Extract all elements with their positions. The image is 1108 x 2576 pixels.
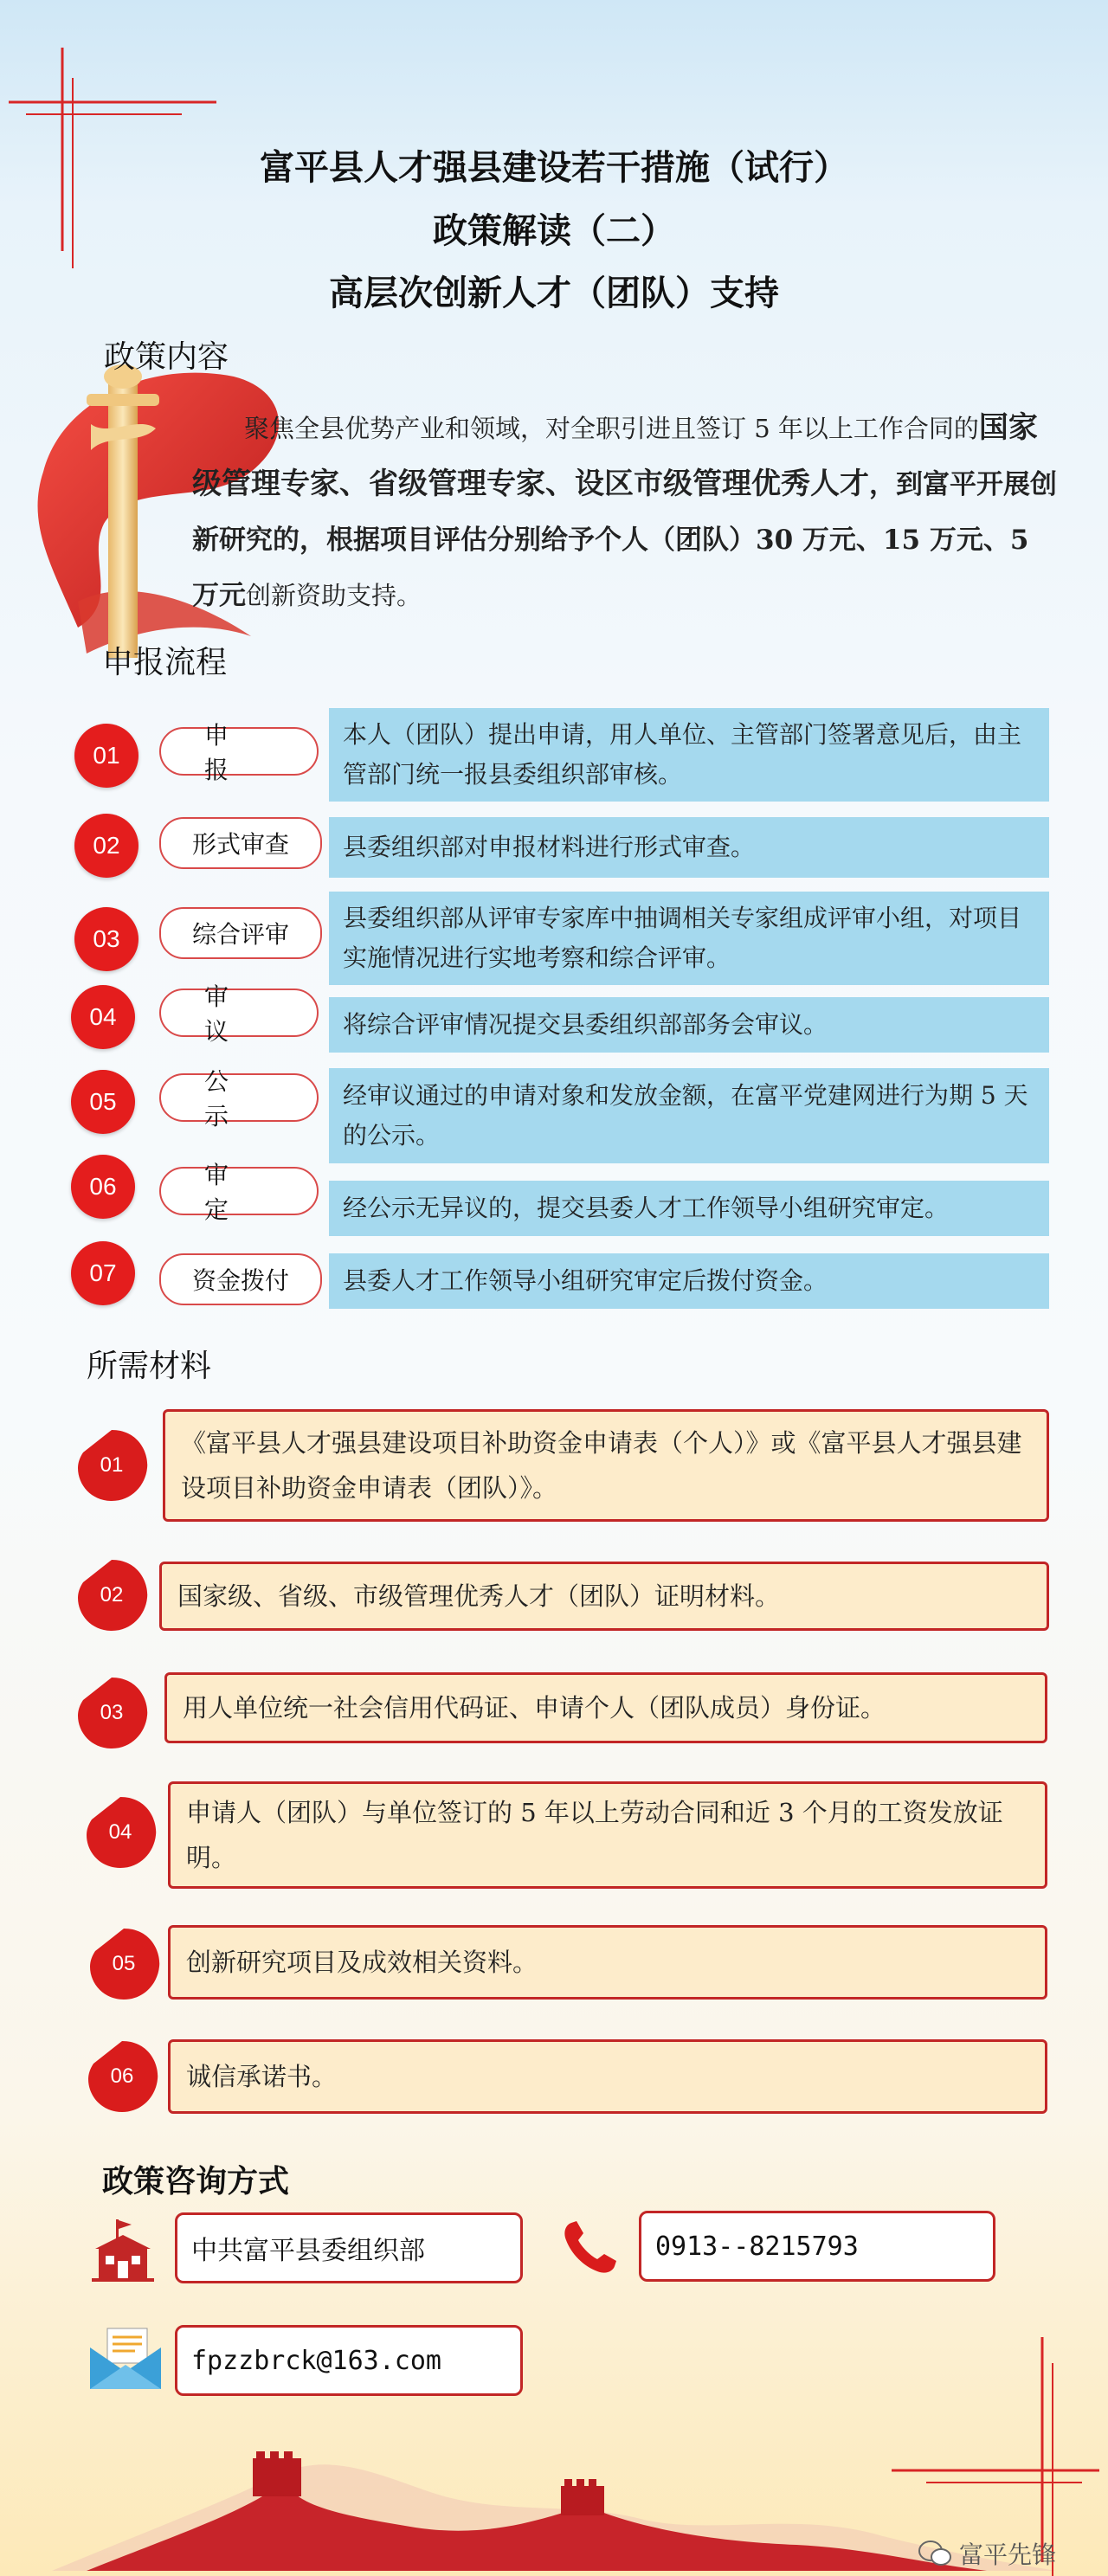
material-number: 06 (110, 2064, 134, 2088)
material-text: 诚信承诺书。 (168, 2039, 1047, 2114)
material-text: 申请人（团队）与单位签订的 5 年以上劳动合同和近 3 个月的工资发放证明。 (168, 1781, 1047, 1889)
watermark (918, 2536, 1056, 2571)
material-number-badge (87, 1927, 161, 2001)
step-number: 01 (74, 724, 138, 788)
step-label: 资金拨付 (159, 1253, 322, 1305)
material-number: 04 (108, 1820, 132, 1844)
material-text: 创新研究项目及成效相关资料。 (168, 1925, 1047, 2000)
contact-email: fpzzbrck@163.com (175, 2325, 523, 2396)
policy-text-part-1: 聚焦全县优势产业和领域，对全职引进且签订 5 年以上工作合同的 (244, 414, 979, 443)
step-label: 形式审查 (159, 817, 322, 869)
material-number-badge (74, 1676, 149, 1750)
material-number: 05 (112, 1952, 136, 1975)
material-text: 用人单位统一社会信用代码证、申请个人（团队成员）身份证。 (164, 1672, 1047, 1743)
contact-organization: 中共富平县委组织部 (175, 2212, 523, 2283)
step-number: 06 (71, 1155, 135, 1219)
material-number: 02 (100, 1583, 124, 1607)
envelope-icon (87, 2325, 164, 2392)
section-heading-process: 申报流程 (102, 644, 228, 679)
phone-icon (559, 2218, 620, 2278)
step-description: 将综合评审情况提交县委组织部部务会审议。 (329, 997, 1049, 1053)
section-heading-policy-content: 政策内容 (104, 338, 229, 374)
material-text: 《富平县人才强县建设项目补助资金申请表（个人）》或《富平县人才强县建设项目补助资金申请表（团队）》。 (163, 1409, 1049, 1522)
step-label: 公示 (159, 1073, 319, 1122)
step-description: 县委组织部对申报材料进行形式审查。 (329, 817, 1049, 878)
step-number: 02 (74, 814, 138, 878)
material-text: 国家级、省级、市级管理优秀人才（团队）证明材料。 (159, 1562, 1049, 1631)
step-number: 07 (71, 1241, 135, 1305)
material-number: 01 (100, 1453, 124, 1477)
material-number-badge (85, 2039, 159, 2114)
step-label: 审定 (159, 1167, 319, 1215)
title-line-1: 富平县人才强县建设若干措施（试行） (260, 147, 848, 188)
step-description: 本人（团队）提出申请，用人单位、主管部门签署意见后，由主管部门统一报县委组织部审核。 (329, 708, 1049, 802)
material-number-badge (74, 1428, 149, 1503)
step-number: 05 (71, 1070, 135, 1134)
title-line-2: 政策解读（二） (433, 210, 675, 251)
step-label: 综合评审 (159, 907, 322, 959)
contact-phone: 0913--8215793 (639, 2211, 995, 2282)
wechat-icon (918, 2540, 952, 2567)
policy-content-text (192, 400, 1058, 623)
material-number: 03 (100, 1701, 124, 1724)
policy-text-part-2: ，到富平开展创新研究的，根据项目评估分别给予个人（团队）30 万元、15 万元、5 万元 (192, 469, 1057, 611)
policy-text-emphasis: 国家级管理专家、省级管理专家、设区市级管理优秀人才 (192, 410, 1038, 501)
step-description: 经公示无异议的，提交县委人才工作领导小组研究审定。 (329, 1181, 1049, 1236)
step-description: 县委人才工作领导小组研究审定后拨付资金。 (329, 1253, 1049, 1309)
section-heading-materials: 所需材料 (87, 1348, 212, 1383)
step-description: 县委组织部从评审专家库中抽调相关专家组成评审小组，对项目实施情况进行实地考察和综合评审。 (329, 892, 1049, 985)
step-label: 审议 (159, 989, 319, 1037)
material-number-badge (74, 1558, 149, 1633)
step-number: 04 (71, 985, 135, 1049)
section-heading-contact: 政策咨询方式 (102, 2163, 290, 2199)
step-label: 申报 (159, 727, 319, 776)
step-description: 经审议通过的申请对象和发放金额，在富平党建网进行为期 5 天的公示。 (329, 1068, 1049, 1163)
watermark-text: 富平先锋 (959, 2541, 1057, 2568)
school-building-icon (90, 2218, 156, 2283)
policy-text-part-3: 创新资助支持。 (246, 581, 422, 610)
step-number: 03 (74, 907, 138, 971)
material-number-badge (83, 1795, 158, 1870)
title-line-3: 高层次创新人才（团队）支持 (329, 273, 779, 313)
